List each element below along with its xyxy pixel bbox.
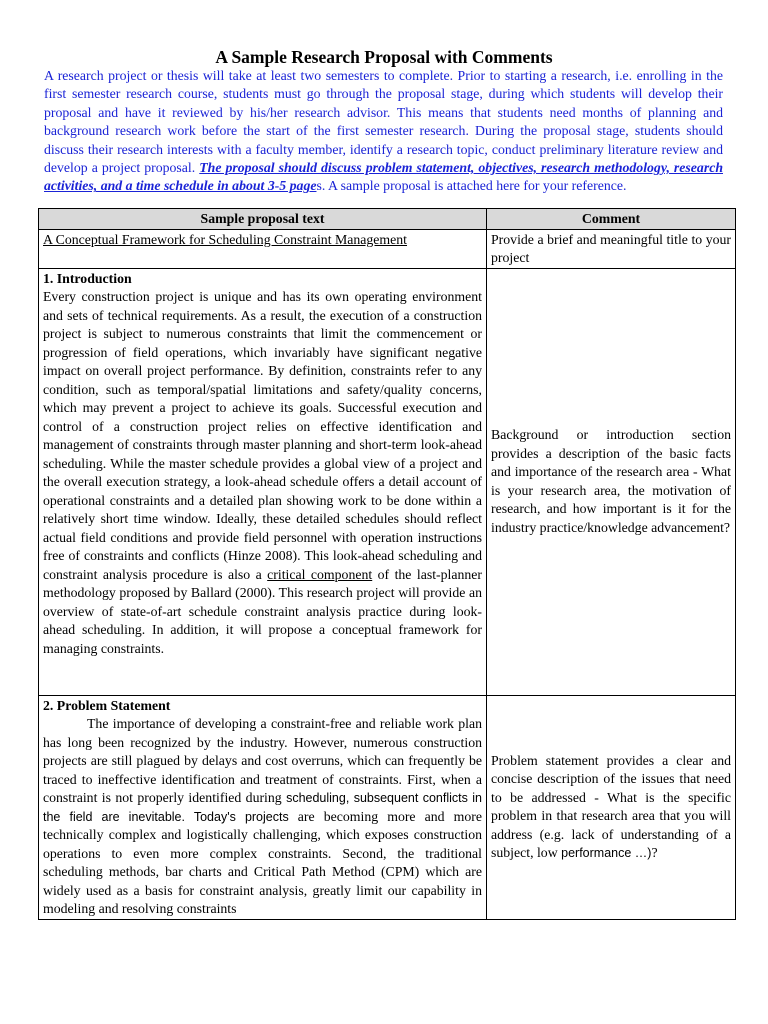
introduction-heading: 1. Introduction bbox=[43, 270, 132, 286]
problem-statement-body: The importance of developing a constraint-free and reliable work plan has long been recognized by the industry. However, numerous construction projects are still plagued by delays and cost overruns, which can frequently be traced to ineffective identification and treatment of constraints. First, when a constraint is not properly identified during scheduling, subsequent conflicts in the field are inevitable. Today's projects are becoming more and more technically complex and logistically challenging, which exposes construction operations to even more complex constraints. Second, the traditional scheduling methods, bar charts and Critical Path Method (CPM) which are widely used as a basis for constraint analysis, greatly limit our capability in modeling and resolving constraints bbox=[43, 716, 482, 916]
introduction-body: Every construction project is unique and has its own operating environment and sets of technical requirements. As a result, the execution of a construction project is subject to numerous constraints that limit the commencement or progression of field operations, which invariably have significant negative impact on overall project performance. By definition, constraints refer to any condition, such as temporal/spatial limitations and safety/quality concerns, which may prevent a project to achieve its goals. Successful execution and control of a construction project relies on effective identification and management of constraints through master planning and short-term look-ahead scheduling. While the master schedule provides a global view of a project and the overall execution strategy, a look-ahead schedule offers a detail account of operational constraints and a detailed plan showing work to be done within a relatively short time window. Ideally, these detailed schedules should reflect actual field conditions and provide field personnel with operation instructions free of constraints and conflicts (Hinze 2008). This look-ahead scheduling and constraint analysis procedure is also a critical component of the last-planner methodology proposed by Ballard (2000). This research project will provide an overview of state-of-art schedule constraint analysis practice during look-ahead scheduling. In addition, it will propose a conceptual framework for managing constraints. bbox=[43, 289, 482, 656]
critical-component-link: critical component bbox=[267, 566, 373, 582]
table-row-problem-statement bbox=[39, 695, 736, 919]
cell-introduction-comment: Background or introduction section provides a description of the basic facts and importance of the research area - What is your research area, the motivation of research, and how important is it for the industry practice/knowledge advancement? bbox=[487, 268, 736, 695]
page-title: A Sample Research Proposal with Comments bbox=[215, 47, 553, 67]
proposal-table bbox=[38, 208, 736, 920]
cell-problem-statement bbox=[39, 695, 487, 919]
project-title: A Conceptual Framework for Scheduling Constraint Management bbox=[43, 231, 408, 247]
intro-text: A research project or thesis will take at least two semesters to complete. Prior to starting a research, i.e. enrolling in the first semester research course, students must go through the proposal stage, during which students will develop their proposal and have it reviewed by his/her research advisor. This means that students need months of planning and background research work before the start of the first semester research. During the proposal stage, students should discuss their research interests with a faculty member, identify a research topic, conduct preliminary literature review and develop a project proposal. bbox=[44, 68, 723, 176]
intro-text-end: s. A sample proposal is attached here for your reference. bbox=[316, 178, 627, 194]
table-row-introduction bbox=[39, 268, 736, 695]
table-header-row bbox=[39, 209, 736, 230]
cell-introduction bbox=[39, 268, 487, 695]
cell-problem-comment: Problem statement provides a clear and concise description of the issues that need to be addressed - What is the specific problem in that research area that you will address (e.g. lack of understanding of a subject, low performance …)? bbox=[487, 695, 736, 919]
header-comment: Comment bbox=[487, 209, 736, 230]
cell-title-comment: Provide a brief and meaningful title to your project bbox=[487, 229, 736, 268]
intro-paragraph bbox=[44, 67, 723, 196]
intro-emphasis: The proposal should discuss problem statement, objectives, research methodology, research activities, and a time schedule in about 3-5 page bbox=[44, 160, 723, 194]
cell-project-title bbox=[39, 229, 487, 268]
problem-statement-heading: 2. Problem Statement bbox=[43, 697, 171, 713]
header-sample-text: Sample proposal text bbox=[39, 209, 487, 230]
table-row-title bbox=[39, 229, 736, 268]
